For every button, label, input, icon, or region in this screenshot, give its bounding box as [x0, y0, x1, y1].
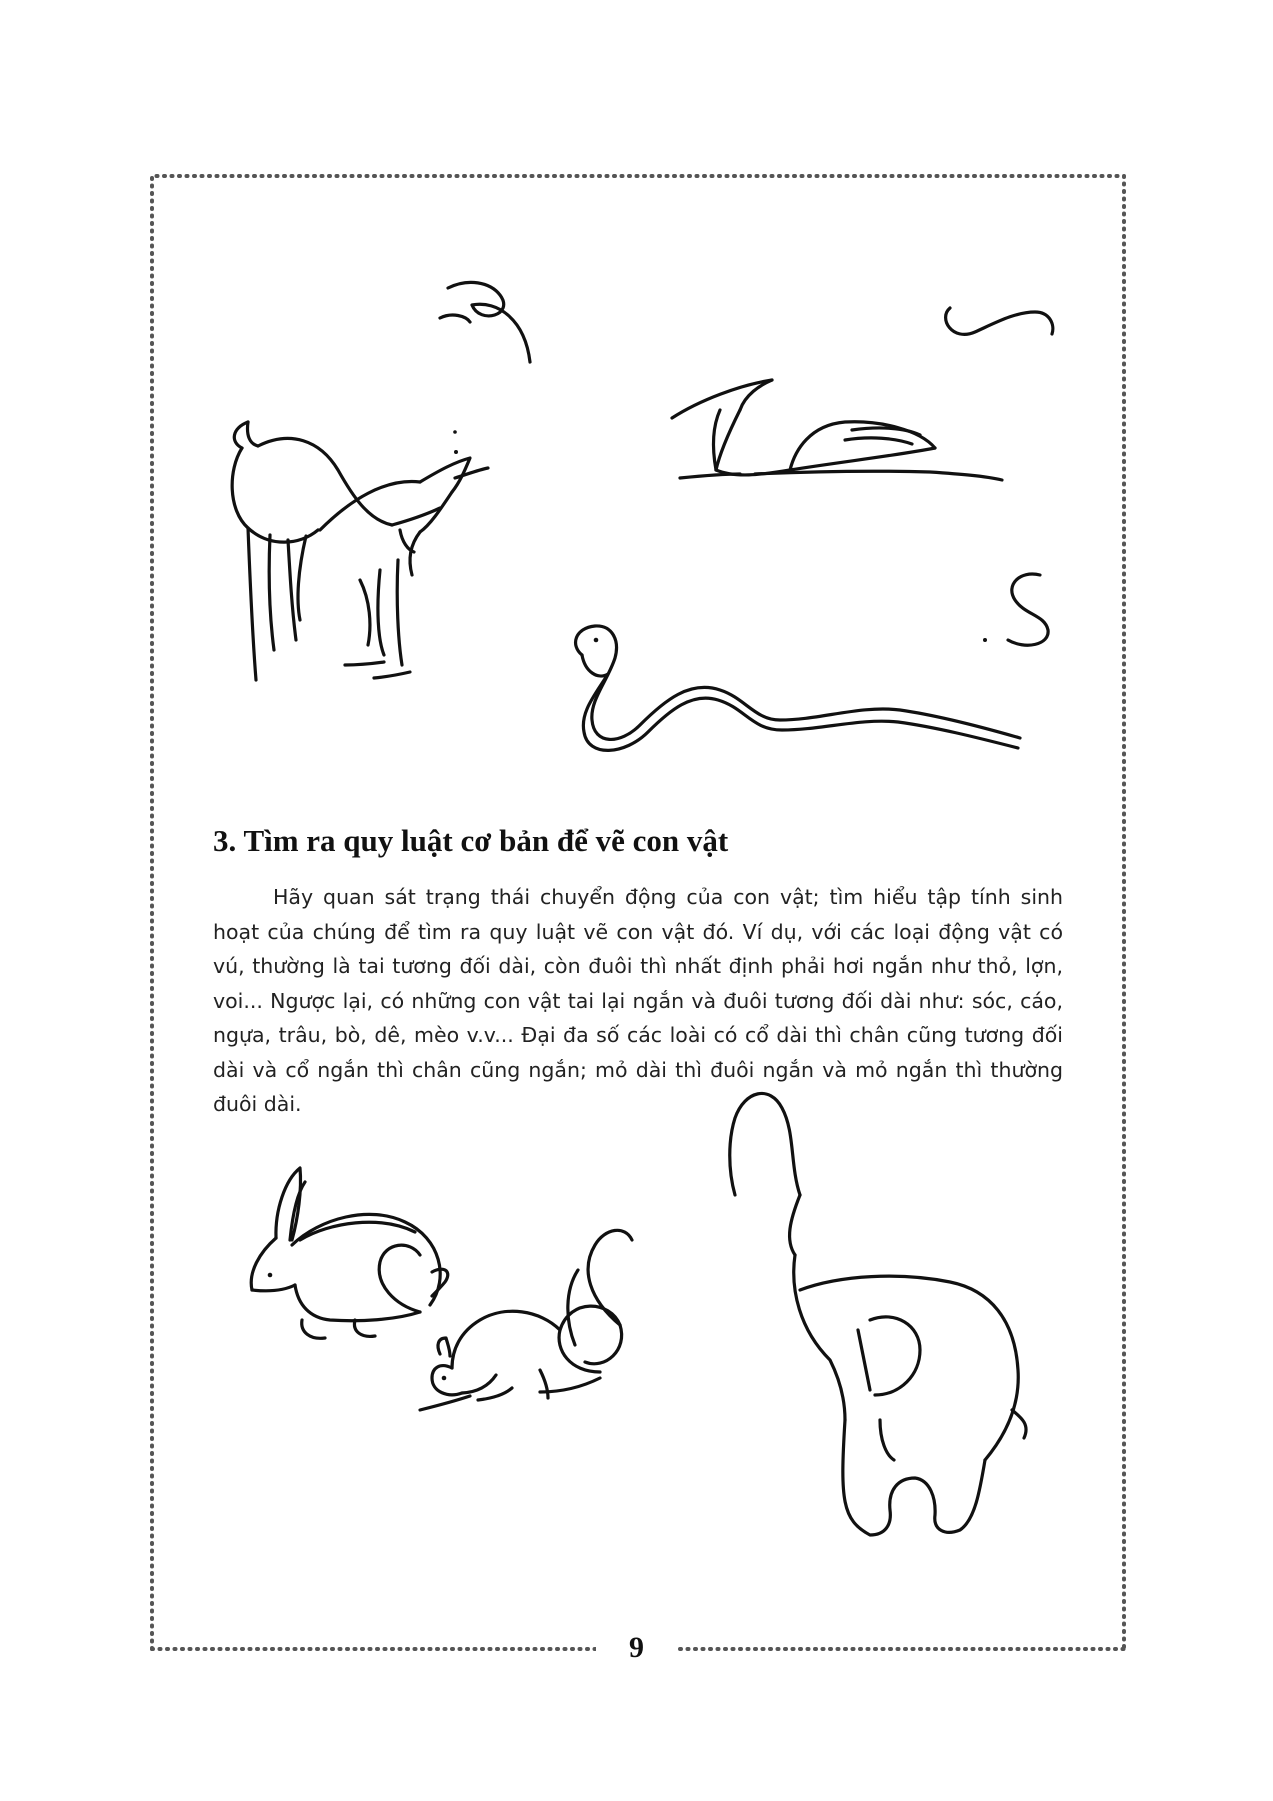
swan-sketch [672, 380, 1002, 480]
page-number: 9 [596, 1626, 677, 1670]
flying-bird-sketch-right [946, 308, 1053, 334]
s-curve-sketch [1008, 574, 1048, 645]
snake-sketch [576, 626, 1020, 750]
rabbit-sketch [251, 1168, 448, 1338]
flying-bird-sketch-left [440, 282, 530, 362]
body-paragraph: Hãy quan sát trạng thái chuyển động của con vật; tìm hiểu tập tính sinh hoạt của chúng để tìm ra quy luật vẽ con vật đó. Ví dụ, với các loại động vật có vú, thường là tai tương đối dài, còn đuôi thì nhất định phải hơi ngắn như thỏ, lợn, voi... Ngược lại, có những con vật tai lại ngắn và đuôi tương đối dài như: sóc, cáo, ngựa, trâu, bò, dê, mèo v.v... Đại đa số các loài có cổ dài thì chân cũng tương đối dài và cổ ngắn thì chân cũng ngắn; mỏ dài thì đuôi ngắn và mỏ ngắn thì thường đuôi dài. [213, 885, 1063, 1116]
speckle-dot [983, 638, 987, 642]
section-heading: 3. Tìm ra quy luật cơ bản để vẽ con vật [213, 823, 729, 858]
speckle-dot [453, 430, 457, 434]
squirrel-sketch [420, 1230, 632, 1410]
deer-sketch [232, 422, 488, 680]
elephant-sketch [730, 1093, 1026, 1535]
